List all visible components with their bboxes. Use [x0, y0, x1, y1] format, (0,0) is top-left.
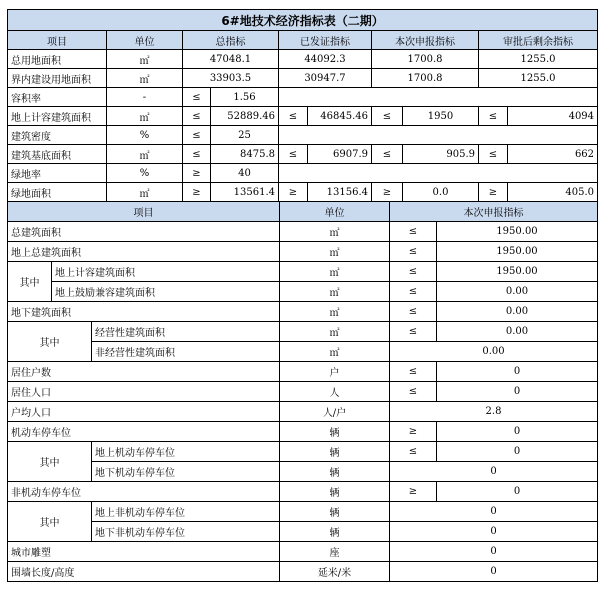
- table-row: [8, 107, 598, 126]
- table-row: [8, 462, 598, 482]
- current-value: 905.9: [403, 145, 479, 164]
- value-cell: 1950.00: [437, 262, 598, 282]
- comparison-symbol: ≤: [183, 145, 211, 164]
- remaining-value: 1255.0: [479, 69, 598, 88]
- unit-cell: 辆: [280, 442, 390, 462]
- value-cell: 0: [390, 522, 598, 542]
- comparison-symbol: ≥: [183, 183, 211, 202]
- unit-cell: %: [107, 126, 183, 145]
- total-value: 25: [211, 126, 279, 145]
- empty-cell: [279, 164, 598, 183]
- table-row: [8, 88, 598, 107]
- remaining-value: 1255.0: [479, 50, 598, 69]
- row-label: 非经营性建筑面积: [92, 342, 280, 362]
- row-label: 户均人口: [8, 402, 280, 422]
- comparison-symbol: ≤: [183, 126, 211, 145]
- table-row: [8, 362, 598, 382]
- current-value: 1700.8: [372, 50, 479, 69]
- header-current: 本次申报指标: [372, 31, 479, 50]
- table-row: [8, 342, 598, 362]
- comparison-symbol: ≤: [390, 322, 437, 342]
- table-row: [8, 242, 598, 262]
- comparison-symbol: ≥: [183, 164, 211, 183]
- row-label: 建筑密度: [8, 126, 107, 145]
- unit-cell: ㎡: [280, 322, 390, 342]
- header-current: 本次申报指标: [390, 202, 598, 222]
- unit-cell: ㎡: [280, 302, 390, 322]
- table-row: [8, 145, 598, 164]
- group-label: 其中: [8, 502, 92, 542]
- table-row: [8, 542, 598, 562]
- comparison-symbol: ≤: [390, 242, 437, 262]
- row-label: 地上非机动车停车位: [92, 502, 280, 522]
- comparison-symbol: ≥: [279, 183, 308, 202]
- unit-cell: ㎡: [107, 107, 183, 126]
- group-label: 其中: [8, 322, 92, 362]
- unit-cell: ㎡: [280, 222, 390, 242]
- row-label: 居住人口: [8, 382, 280, 402]
- row-label: 经营性建筑面积: [92, 322, 280, 342]
- value-cell: 0.00: [437, 302, 598, 322]
- issued-value: 6907.9: [308, 145, 372, 164]
- unit-cell: ㎡: [280, 262, 390, 282]
- unit-cell: ㎡: [280, 242, 390, 262]
- table-row: [8, 422, 598, 442]
- table-row: [8, 222, 598, 242]
- table-row: [8, 502, 598, 522]
- unit-cell: 辆: [280, 462, 390, 482]
- value-cell: 1950.00: [437, 222, 598, 242]
- value-cell: 0: [437, 422, 598, 442]
- row-label: 界内建设用地面积: [8, 69, 107, 88]
- empty-cell: [279, 88, 598, 107]
- row-label: 建筑基底面积: [8, 145, 107, 164]
- row-label: 地上机动车停车位: [92, 442, 280, 462]
- total-value: 1.56: [211, 88, 279, 107]
- unit-cell: ㎡: [107, 183, 183, 202]
- unit-cell: 座: [280, 542, 390, 562]
- row-label: 城市雕塑: [8, 542, 280, 562]
- issued-value: 44092.3: [279, 50, 372, 69]
- issued-value: 30947.7: [279, 69, 372, 88]
- header-remaining: 审批后剩余指标: [479, 31, 598, 50]
- row-label: 地下机动车停车位: [92, 462, 280, 482]
- total-value: 47048.1: [183, 50, 279, 69]
- indicator-table-1: [7, 9, 598, 202]
- comparison-symbol: ≥: [372, 183, 403, 202]
- comparison-symbol: ≤: [390, 302, 437, 322]
- total-value: 33903.5: [183, 69, 279, 88]
- comparison-symbol: ≤: [183, 107, 211, 126]
- row-label: 地下非机动车停车位: [92, 522, 280, 542]
- comparison-symbol: ≤: [479, 107, 508, 126]
- table-title: 6#地技术经济指标表（二期）: [8, 10, 598, 31]
- comparison-symbol: ≤: [183, 88, 211, 107]
- remaining-value: 405.0: [508, 183, 598, 202]
- unit-cell: ㎡: [107, 145, 183, 164]
- value-cell: 0: [390, 542, 598, 562]
- unit-cell: ㎡: [280, 282, 390, 302]
- unit-cell: 延米/米: [280, 562, 390, 582]
- table-row: [8, 262, 598, 282]
- table-row: [8, 50, 598, 69]
- total-value: 8475.8: [211, 145, 279, 164]
- comparison-symbol: ≤: [279, 145, 308, 164]
- value-cell: 0: [437, 482, 598, 502]
- unit-cell: 人/户: [280, 402, 390, 422]
- unit-cell: ㎡: [107, 50, 183, 69]
- row-label: 总用地面积: [8, 50, 107, 69]
- value-cell: 0: [390, 462, 598, 482]
- comparison-symbol: ≤: [390, 282, 437, 302]
- comparison-symbol: ≥: [390, 422, 437, 442]
- current-value: 1700.8: [372, 69, 479, 88]
- comparison-symbol: ≤: [372, 145, 403, 164]
- comparison-symbol: ≤: [390, 382, 437, 402]
- comparison-symbol: ≤: [390, 362, 437, 382]
- group-label: 其中: [8, 442, 92, 482]
- value-cell: 0: [437, 362, 598, 382]
- comparison-symbol: ≤: [372, 107, 403, 126]
- header-item: 项目: [8, 202, 280, 222]
- indicator-table-2: [7, 201, 598, 582]
- row-label: 容积率: [8, 88, 107, 107]
- value-cell: 0.00: [437, 322, 598, 342]
- row-label: 地上鼓励兼容建筑面积: [52, 282, 280, 302]
- row-label: 围墙长度/高度: [8, 562, 280, 582]
- remaining-value: 662: [508, 145, 598, 164]
- current-value: 1950: [403, 107, 479, 126]
- table-row: [8, 442, 598, 462]
- current-value: 0.0: [403, 183, 479, 202]
- unit-cell: -: [107, 88, 183, 107]
- table-row: [8, 482, 598, 502]
- remaining-value: 4094: [508, 107, 598, 126]
- empty-cell: [279, 126, 598, 145]
- comparison-symbol: ≥: [390, 482, 437, 502]
- unit-cell: ㎡: [280, 342, 390, 362]
- unit-cell: 辆: [280, 422, 390, 442]
- header-total: 总指标: [183, 31, 279, 50]
- row-label: 地下建筑面积: [8, 302, 280, 322]
- indicator-sheet: [7, 9, 597, 582]
- value-cell: 2.8: [390, 402, 598, 422]
- row-label: 绿地率: [8, 164, 107, 183]
- unit-cell: 人: [280, 382, 390, 402]
- unit-cell: %: [107, 164, 183, 183]
- header-unit: 单位: [107, 31, 183, 50]
- table-row: [8, 183, 598, 202]
- comparison-symbol: ≤: [390, 262, 437, 282]
- value-cell: 0.00: [437, 282, 598, 302]
- group-label: 其中: [8, 262, 52, 302]
- value-cell: 0: [437, 382, 598, 402]
- table-row: [8, 382, 598, 402]
- total-value: 13561.4: [211, 183, 279, 202]
- issued-value: 46845.46: [308, 107, 372, 126]
- issued-value: 13156.4: [308, 183, 372, 202]
- unit-cell: 辆: [280, 502, 390, 522]
- value-cell: 1950.00: [437, 242, 598, 262]
- total-value: 52889.46: [211, 107, 279, 126]
- row-label: 地上总建筑面积: [8, 242, 280, 262]
- table-row: [8, 562, 598, 582]
- comparison-symbol: ≤: [479, 145, 508, 164]
- table-row: [8, 282, 598, 302]
- header-item: 项目: [8, 31, 107, 50]
- comparison-symbol: ≤: [390, 442, 437, 462]
- value-cell: 0: [390, 502, 598, 522]
- table-row: [8, 522, 598, 542]
- row-label: 绿地面积: [8, 183, 107, 202]
- header-unit: 单位: [280, 202, 390, 222]
- table-row: [8, 322, 598, 342]
- unit-cell: 户: [280, 362, 390, 382]
- value-cell: 0.00: [390, 342, 598, 362]
- row-label: 地上计容建筑面积: [8, 107, 107, 126]
- comparison-symbol: ≤: [279, 107, 308, 126]
- header-issued: 已发证指标: [279, 31, 372, 50]
- row-label: 地上计容建筑面积: [52, 262, 280, 282]
- table-row: [8, 402, 598, 422]
- value-cell: 0: [437, 442, 598, 462]
- comparison-symbol: ≤: [390, 222, 437, 242]
- table-row: [8, 126, 598, 145]
- row-label: 总建筑面积: [8, 222, 280, 242]
- row-label: 居住户数: [8, 362, 280, 382]
- table-row: [8, 302, 598, 322]
- unit-cell: 辆: [280, 482, 390, 502]
- row-label: 非机动车停车位: [8, 482, 280, 502]
- total-value: 40: [211, 164, 279, 183]
- value-cell: 0: [390, 562, 598, 582]
- unit-cell: ㎡: [107, 69, 183, 88]
- unit-cell: 辆: [280, 522, 390, 542]
- comparison-symbol: ≥: [479, 183, 508, 202]
- table-row: [8, 69, 598, 88]
- table-row: [8, 164, 598, 183]
- row-label: 机动车停车位: [8, 422, 280, 442]
